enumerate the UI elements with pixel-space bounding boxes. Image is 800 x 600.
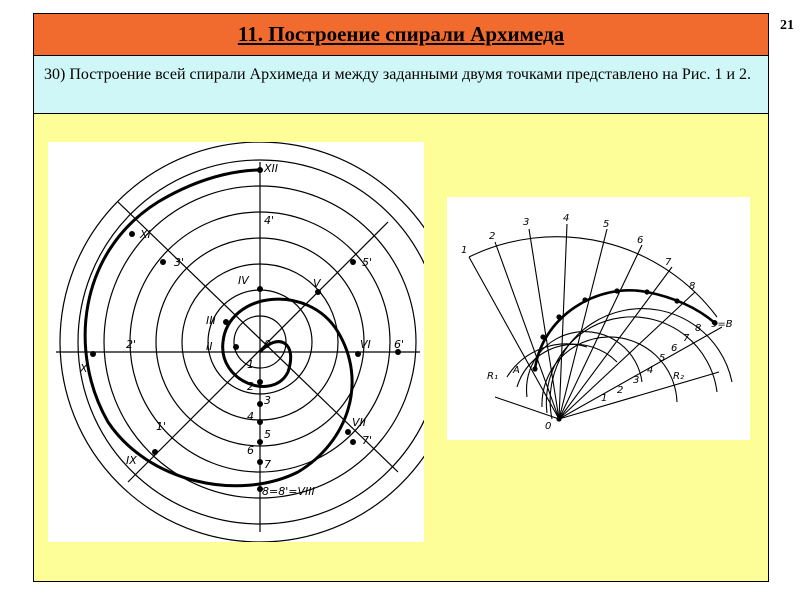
fig2-radius-label-3: 3 [633,375,640,386]
fig2-radius-label-8: 8 [695,323,702,334]
label-iv: IV [238,274,249,287]
figure-2-drawing [447,197,750,440]
fig2-radius-label-6: 6 [671,343,678,354]
fig2-top-label-6: 6 [637,235,644,246]
fig2-top-label-8: 8 [689,281,696,292]
fig2-top-label-7: 7 [665,257,672,268]
description-box: 30) Построение всей спирали Архимеда и между заданными двумя точками представлено на Рис. 1 и 2. [34,56,768,114]
title-bar [34,14,768,56]
label-vii: VII [352,416,367,429]
fig2-top-label-5: 5 [603,219,610,230]
label-7-prime: 7' [362,434,373,447]
label-n5: 5 [264,428,271,441]
label-xi: XI [140,228,151,241]
label-n2: 2 [247,380,254,393]
label-2-prime: 2' [126,338,137,351]
label-iii: III [206,314,216,327]
fig2-radius-label-4: 4 [647,365,654,376]
label-viii: 8=8'=VIII [262,485,315,498]
fig2-top-label-4: 4 [563,213,570,224]
label-n4: 4 [247,410,254,423]
label-v: V [313,277,321,290]
fig2-top-label-3: 3 [523,217,530,228]
fig2-radius-label-7: 7 [683,333,690,344]
fig2-top-label-1: 1 [461,245,468,256]
fig2-start-label: A [513,365,520,376]
label-3-prime: 3' [174,256,185,269]
slide-number: 21 [780,18,794,33]
label-1-prime: 1' [156,420,167,433]
label-6-prime: 6' [394,338,405,351]
fig2-top-label-2: 2 [489,231,496,242]
fig2-r1-label: R₁ [487,371,498,382]
label-vi: VI [360,338,371,351]
label-4-prime: 4' [264,214,275,227]
figure-1-archimedean-spiral [48,142,424,542]
fig2-radius-label-1: 1 [601,393,608,404]
fig2-origin-label: 0 [545,421,552,432]
label-ix: IX [126,454,137,467]
label-5-prime: 5' [362,256,373,269]
fig2-radius-label-5: 5 [659,353,666,364]
figure-2-spiral-between-points [447,197,750,440]
label-ii: II [206,340,213,353]
label-origin: 0 [264,338,271,351]
fig2-radius-label-2: 2 [617,385,624,396]
label-xii: XII [264,162,279,175]
fig2-r2-label: R₂ [673,371,684,382]
slide-title: 11. Построение спирали Архимеда [237,22,565,46]
fig2-end-label: 9=B [711,319,733,330]
label-n1: 1 [247,358,254,371]
label-x: X [80,362,88,375]
figure-1-drawing [48,142,424,542]
label-n6: 6 [247,444,254,457]
label-n7: 7 [264,458,271,471]
label-n3: 3 [264,394,271,407]
